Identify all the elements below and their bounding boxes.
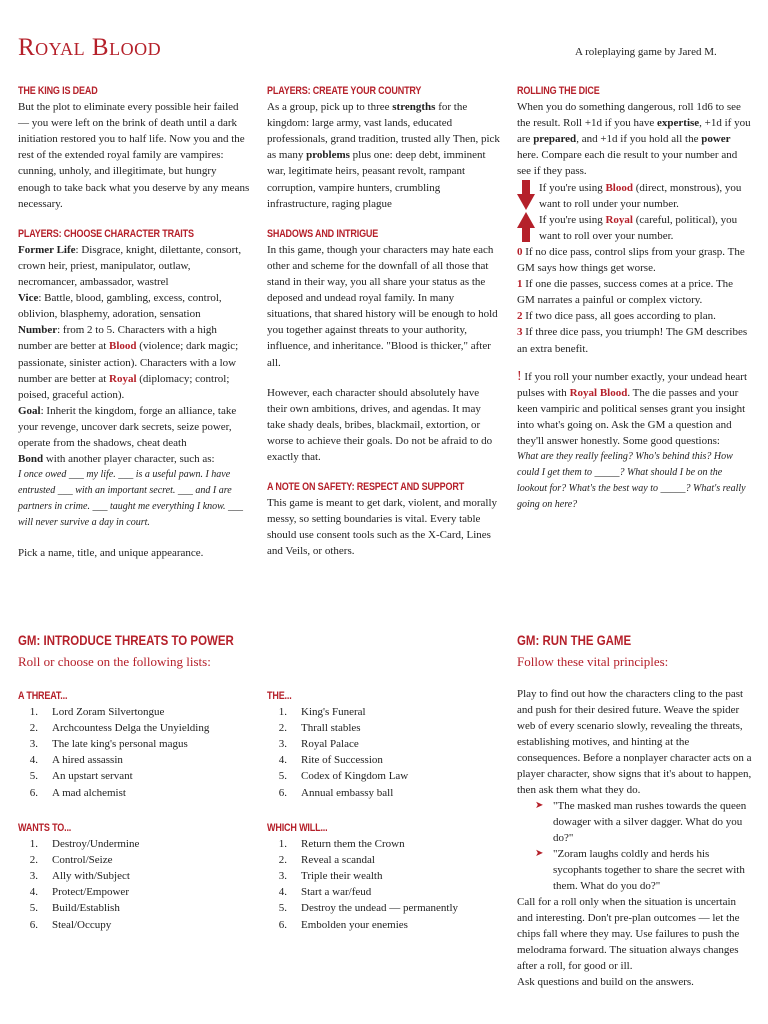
bond: Bond with another player character, such as: <box>18 453 215 466</box>
example-bullet: ➤ "Zoram laughs coldly and herds his sycophants together to share the secret with them. What do you do?" <box>535 848 745 892</box>
list-wants-to <box>18 820 253 933</box>
list-item: 4. Start a war/feud <box>278 886 372 899</box>
list-item: 1. Destroy/Undermine <box>29 838 140 851</box>
example-bullet: ➤ "The masked man rushes towards the queen dowager with a silver dagger. What do you do?" <box>535 800 747 844</box>
list-item: 3. Royal Palace <box>278 738 359 751</box>
list-which-will <box>267 820 502 933</box>
arrow-bullet-icon: ➤ <box>535 800 544 811</box>
list-item: 4. Protect/Empower <box>29 886 129 899</box>
country-paragraph: As a group, pick up to three strengths for the kingdom: large army, vast lands, educated professionals, grand tradition, trusted ally Then, pick as many problems plus one: deep debt, imminent war, legitimate heirs, peasant revolt, rampant corruption, vampire hunters, crumbling infrastructure, raging plague <box>267 101 500 210</box>
royal-rule: If you're using Royal (careful, political), you want to roll over your number. <box>517 212 753 244</box>
run-body <box>517 686 753 990</box>
up-arrow-icon <box>517 212 535 242</box>
list-item: 5. Destroy the undead — permanently <box>278 902 459 915</box>
heading-create-country: PLAYERS: CREATE YOUR COUNTRY <box>267 85 422 97</box>
shadows-paragraph-1: In this game, though your characters may hate each other and scheme for the downfall of all those that stand in their way, you all share your status as the deposed and undead royal family. In many situations, that shared history will be enough to hold you together against threats to your authority, influence, and inheritance. "Blood is thicker," after all. <box>267 243 498 369</box>
list-item: 1. King's Funeral <box>278 706 366 719</box>
run-paragraph-2: Call for a roll only when the situation is uncertain and interesting. Don't pre-plan outcomes — let the chips fall where they may. Use failures to push the melodrama forward. The situation always changes after a roll, for good or ill. <box>517 896 740 972</box>
list-item: 5. An upstart servant <box>29 770 133 783</box>
heading-which-will: WHICH WILL... <box>267 822 328 834</box>
run-subheading: Follow these vital principles: <box>517 654 669 669</box>
list-item: 3. Ally with/Subject <box>29 870 130 883</box>
list-the <box>267 688 502 801</box>
result-3: 3 If three dice pass, you triumph! The GM describes an extra benefit. <box>517 326 748 355</box>
list-item: 2. Archcountess Delga the Unyielding <box>29 722 210 735</box>
shadows-paragraph-2: However, each character should absolutely have their own ambitions, drives, and agendas. It may take shady deals, bribes, blackmail, extortion, or worse to achieve their goals. Do not be afraid to do exactly that. <box>267 386 493 463</box>
list-item: 5. Codex of Kingdom Law <box>278 770 409 783</box>
safety-paragraph: This game is meant to get dark, violent, and morally messy, so setting boundaries is vital. Every table should use consent tools such as the X-Card, Lines and Veils, or others. <box>267 497 498 558</box>
result-2: 2 If two dice pass, all goes according to plan. <box>517 310 716 323</box>
heading-run-game: GM: RUN THE GAME <box>517 632 632 648</box>
column-right <box>517 83 753 513</box>
former-life: Former Life: Disgrace, knight, dilettante, consort, crown heir, priest, manipulator, outlaw, necromancer, ambassador, wastrel <box>18 243 242 289</box>
list-item: 6. Embolden your enemies <box>278 918 408 931</box>
pick-name: Pick a name, title, and unique appearance. <box>18 547 204 560</box>
heading-the: THE... <box>267 690 292 702</box>
heading-a-threat: A THREAT... <box>18 690 68 702</box>
list-item: 2. Control/Seize <box>29 854 113 867</box>
heading-safety: A NOTE ON SAFETY: RESPECT AND SUPPORT <box>267 481 465 494</box>
list-item: 3. The late king's personal magus <box>29 738 188 751</box>
heading-threats: GM: INTRODUCE THREATS TO POWER <box>18 632 234 648</box>
list-a-threat <box>18 688 253 801</box>
list-item: 4. A hired assassin <box>29 754 123 767</box>
list-item: 6. Annual embassy ball <box>278 786 394 799</box>
run-paragraph-1: Play to find out how the characters cling to the past and push for their desired future. Weave the spider web of every scenario slowly, revealing the threats, establishing motives, and hinting at the consequences. Before a nonplayer character acts on a player character, show signs that it's about to happen, then ask them what they do. <box>517 688 752 796</box>
blood-rule: If you're using Blood (direct, monstrous), you want to roll under your number. <box>517 180 753 212</box>
arrow-bullet-icon: ➤ <box>535 848 544 859</box>
goal: Goal: Inherit the kingdom, forge an alliance, take your revenge, uncover dark secrets, seize power, operate from the shadows, cheat death <box>18 404 237 449</box>
list-item: 1. Lord Zoram Silvertongue <box>29 706 165 719</box>
heading-character-traits: PLAYERS: CHOOSE CHARACTER TRAITS <box>18 227 194 240</box>
list-item: 6. A mad alchemist <box>29 786 126 799</box>
heading-wants-to: WANTS TO... <box>18 822 72 834</box>
column-middle <box>267 83 501 560</box>
list-item: 5. Build/Establish <box>29 902 120 915</box>
heading-shadows: SHADOWS AND INTRIGUE <box>267 227 379 240</box>
list-item: 2. Reveal a scandal <box>278 854 375 867</box>
good-questions: What are they really feeling? Who's behind this? How could I get them to _____? What should I be on the lookout for? What's the best way to _____? What's really going on here? <box>517 451 746 511</box>
list-item: 4. Rite of Succession <box>278 754 383 767</box>
run-paragraph-3: Ask questions and build on the answers. <box>517 976 694 988</box>
list-item: 1. Return them the Crown <box>278 838 405 851</box>
list-item: 2. Thrall stables <box>278 722 361 735</box>
page-title: Royal Blood <box>18 34 162 61</box>
column-left <box>18 83 250 561</box>
dice-paragraph: When you do something dangerous, roll 1d6 to see the result. Roll +1d if you have expertise, +1d if you are prepared, and +1d if you hold all the power here. Compare each die result to your number and see if they pass. <box>517 101 751 178</box>
list-item: 6. Steal/Occupy <box>29 918 112 931</box>
down-arrow-icon <box>517 180 535 210</box>
exact-roll: ! If you roll your number exactly, your undead heart pulses with Royal Blood. The die passes and your keen vampiric and political senses grant you insight into what's going on. Ask the GM a question and they'll answer honestly. Some good questions: <box>517 368 747 447</box>
result-0: 0 If no dice pass, control slips from your grasp. The GM says how things get worse. <box>517 245 745 275</box>
threats-subheading: Roll or choose on the following lists: <box>18 654 211 669</box>
heading-rolling-dice: ROLLING THE DICE <box>517 85 600 97</box>
list-item: 3. Triple their wealth <box>278 870 383 883</box>
vice: Vice: Battle, blood, gambling, excess, control, oblivion, blasphemy, adoration, sensation <box>18 292 222 321</box>
intro-paragraph: But the plot to eliminate every possible heir failed — you were left on the brink of death until a dark initiation restored you to half life. Now you and the rest of the extended royal family are vampires: cunning, unholy, and illegitimate, but hungry enough to take back what you deserve by any means necessary. <box>18 101 250 210</box>
heading-king-is-dead: THE KING IS DEAD <box>18 85 98 97</box>
bond-examples: I once owed ___ my life. ___ is a useful pawn. I have entrusted ___ with an important secret. ___ and I are partners in crime. ___ taught me everything I know. ___ will never survive a day in court. <box>18 469 244 529</box>
result-1: 1 If one die passes, success comes at a price. The GM narrates a painful or complex victory. <box>517 278 734 307</box>
byline: A roleplaying game by Jared M. <box>575 46 717 58</box>
number: Number: from 2 to 5. Characters with a high number are better at Blood (violence; dark magic; passionate, sinister action). Characters with a low number are better at Royal (diplomacy; control; poised, graceful action). <box>18 324 239 401</box>
